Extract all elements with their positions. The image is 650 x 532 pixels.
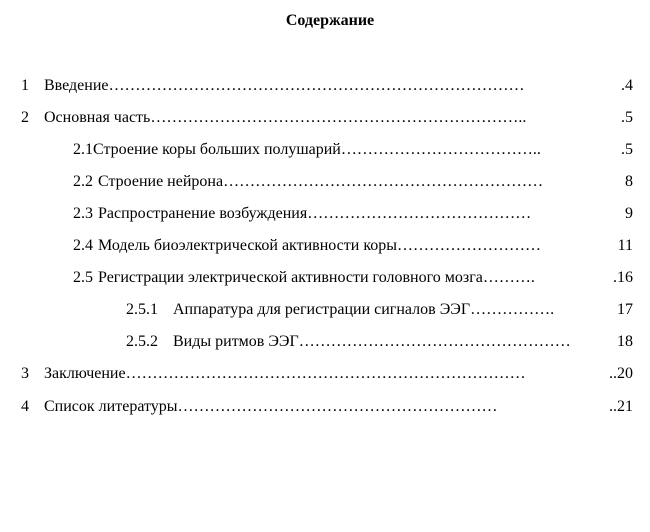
toc-entry-number: 2.4	[73, 237, 93, 254]
toc-entry-number: 2.1	[73, 141, 93, 158]
toc-entry-number: 2.5.2	[126, 333, 158, 350]
toc-entry-main-part[interactable]	[21, 108, 633, 128]
toc-entry-leader: ……………………………………………………………..	[150, 109, 527, 126]
toc-entry-leader: ………………………………..	[340, 141, 541, 158]
toc-entry-title: Аппаратура для регистрации сигналов ЭЭГ	[173, 301, 471, 318]
toc-entry-page: .16	[613, 269, 633, 286]
toc-entry-introduction[interactable]	[21, 76, 633, 96]
toc-entry-title: Строение нейрона	[98, 173, 224, 190]
toc-entry-conclusion[interactable]	[21, 364, 633, 384]
toc-entry-bioelectric-model[interactable]	[73, 236, 633, 256]
toc-entry-page: 17	[617, 301, 633, 318]
toc-entry-references[interactable]	[21, 397, 633, 417]
toc-entry-leader: ……………………………………………………	[223, 173, 544, 190]
toc-entry-eeg-rhythms[interactable]	[126, 332, 633, 352]
toc-entry-page: ..20	[609, 365, 633, 382]
toc-entry-brain-activity-registration[interactable]	[73, 268, 633, 288]
toc-entry-page: ..21	[609, 398, 633, 415]
toc-entry-title: Строение коры больших полушарий	[93, 141, 341, 158]
toc-entry-cortex-structure[interactable]	[73, 140, 633, 160]
toc-entry-title: Модель биоэлектрической активности коры	[98, 237, 398, 254]
toc-entry-number: 3	[21, 365, 29, 382]
toc-entry-title: Регистрации электрической активности головного мозга	[98, 269, 483, 286]
toc-entry-leader: …………….	[470, 301, 555, 318]
toc-entry-number: 2.5.1	[126, 301, 158, 318]
toc-entry-number: 4	[21, 398, 29, 415]
toc-entry-number: 2.3	[73, 205, 93, 222]
toc-entry-leader: ……………………………………………………………………	[108, 77, 525, 94]
toc-entry-page: 18	[617, 333, 633, 350]
toc-entry-page: .5	[621, 141, 633, 158]
page-title: Содержание	[285, 12, 375, 29]
toc-entry-eeg-equipment[interactable]	[126, 300, 633, 320]
toc-entry-title: Виды ритмов ЭЭГ	[173, 333, 299, 350]
toc-entry-number: 2.5	[73, 269, 93, 286]
toc-entry-leader: ………………………	[397, 237, 542, 254]
toc-entry-leader: ……….	[482, 269, 535, 286]
toc-entry-page: .4	[621, 77, 633, 94]
toc-entry-leader: ……………………………………………………	[177, 398, 498, 415]
toc-entry-neuron-structure[interactable]	[73, 172, 633, 192]
toc-entry-number: 1	[21, 77, 29, 94]
toc-entry-number: 2.2	[73, 173, 93, 190]
toc-entry-leader: ……………………………………………	[298, 333, 571, 350]
toc-entry-title: Введение	[44, 77, 109, 94]
toc-entry-page: 8	[625, 173, 633, 190]
toc-entry-page: 11	[617, 237, 633, 254]
toc-entry-leader: ……………………………………	[307, 205, 532, 222]
toc-entry-page: 9	[625, 205, 633, 222]
toc-entry-number: 2	[21, 109, 29, 126]
toc-entry-title: Основная часть	[44, 109, 151, 126]
toc-entry-title: Заключение	[44, 365, 126, 382]
toc-entry-page: .5	[621, 109, 633, 126]
toc-entry-title: Распространение возбуждения	[98, 205, 308, 222]
toc-entry-title: Список литературы	[44, 398, 178, 415]
toc-entry-excitation-propagation[interactable]	[73, 204, 633, 224]
toc-entry-leader: …………………………………………………………………	[125, 365, 526, 382]
